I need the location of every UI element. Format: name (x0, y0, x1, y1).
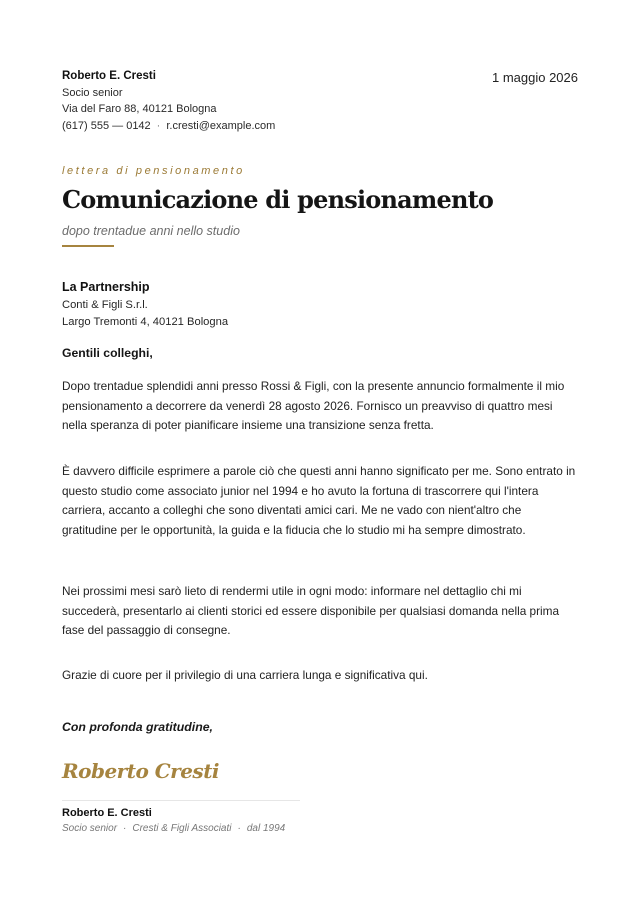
signature-role: Socio senior (62, 823, 118, 834)
signature-name: Roberto E. Cresti (62, 807, 152, 819)
signature-meta (62, 823, 285, 834)
meta-separator: · (123, 823, 127, 834)
body-paragraph: Grazie di cuore per il privilegio di una carriera lunga e significativa qui. (62, 668, 428, 682)
signature-divider (62, 800, 300, 801)
contact-separator: · (156, 119, 161, 132)
recipient-company: Conti & Figli S.r.l. (62, 298, 148, 311)
closing: Con profonda gratitudine, (62, 720, 213, 734)
meta-separator: · (237, 823, 241, 834)
accent-rule (62, 245, 114, 247)
signature-firm: Cresti & Figli Associati (132, 823, 232, 834)
sender-role: Socio senior (62, 86, 123, 99)
signature-since: dal 1994 (246, 823, 286, 834)
body-paragraph: Nei prossimi mesi sarò lieto di rendermi utile in ogni modo: informare nel dettaglio chi mi succederà, presentarlo ai clienti storici ed essere disponibile per qualsiasi domanda nella prima fase del passaggio di consegne. (62, 584, 560, 638)
letter-title: Comunicazione di pensionamento (62, 185, 494, 214)
signature-script: Roberto Cresti (62, 759, 220, 783)
sender-email: r.cresti@example.com (166, 119, 276, 132)
sender-address: Via del Faro 88, 40121 Bologna (62, 103, 217, 115)
sender-contact (62, 118, 275, 135)
letter-subtitle: dopo trentadue anni nello studio (62, 224, 240, 238)
letter-kicker: lettera di pensionamento (62, 165, 245, 177)
sender-name: Roberto E. Cresti (62, 70, 156, 82)
sender-phone: (617) 555 — 0142 (62, 119, 151, 132)
body-paragraph: Dopo trentadue splendidi anni presso Rossi & Figli, con la presente annuncio formalmente il mio pensionamento a decorrere da venerdì 28 agosto 2026. Fornisco un preavviso di quattro mesi nella speranza di poter pianificare insieme una transizione senza fretta. (62, 379, 565, 433)
letter-date: 1 maggio 2026 (491, 70, 578, 85)
recipient-name: La Partnership (62, 280, 150, 294)
salutation: Gentili colleghi, (62, 346, 153, 360)
recipient-address: Largo Tremonti 4, 40121 Bologna (62, 316, 229, 328)
sender-block (62, 68, 275, 134)
recipient-block (62, 279, 228, 332)
body-paragraph: È davvero difficile esprimere a parole ciò che questi anni hanno significato per me. Sono entrato in questo studio come associato junior nel 1994 e ho avuto la fortuna di trascorrere qui l'intera carriera, accanto a colleghi che sono diventati amici cari. Me ne vado con nient'altro che gratitudine per le opportunità, la guida e la fiducia che lo studio mi ha sempre dimostrato. (62, 464, 576, 537)
